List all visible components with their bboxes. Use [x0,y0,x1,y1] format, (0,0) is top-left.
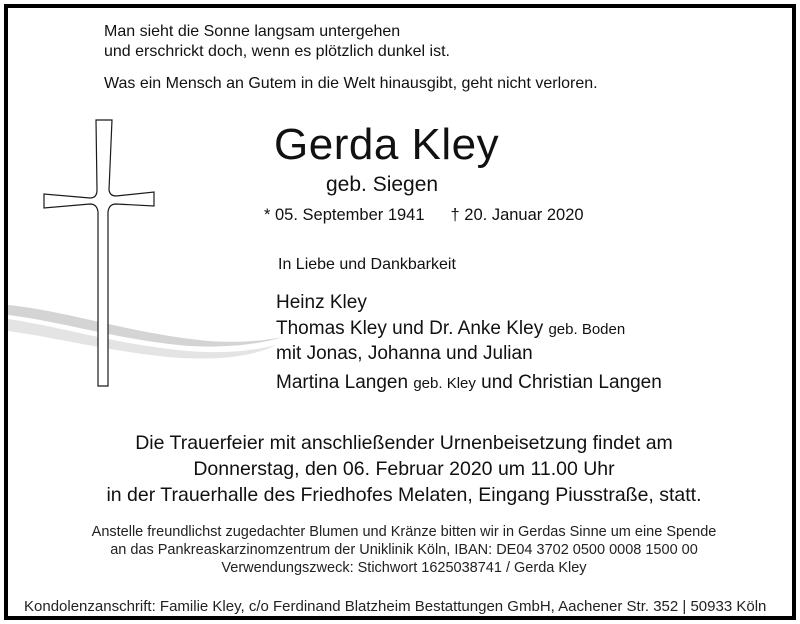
obituary-frame [4,4,796,620]
poem-line-2: und erschrickt doch, wenn es plötzlich dunkel ist. [104,43,450,60]
life-dates [264,204,584,226]
mourners-intro: In Liebe und Dankbarkeit [278,256,456,273]
poem-line-1: Man sieht die Sonne langsam untergehen [104,23,401,40]
mourner-line-4 [276,370,662,396]
mourner-line-1: Heinz Kley [276,292,367,313]
cross-icon [44,120,154,390]
mourner-maiden-name: geb. Kley [413,375,476,392]
mourner-maiden-name: geb. Boden [548,321,626,338]
deceased-name: Gerda Kley [274,120,500,169]
mourner-name: Martina Langen [276,372,409,393]
ceremony-line-1: Die Trauerfeier mit anschließender Urnenbeisetzung findet am [135,432,673,454]
ceremony-line-3: in der Trauerhalle des Friedhofes Melaten, Eingang Piusstraße, statt. [106,484,702,506]
mourner-line-2 [276,316,625,342]
ceremony-line-2: Donnerstag, den 06. Februar 2020 um 11.00 Uhr [193,458,615,480]
birth-date: * 05. September 1941 [264,206,425,224]
mourner-partner: und Christian Langen [481,372,662,393]
poem-line-3: Was ein Mensch an Gutem in die Welt hinausgibt, geht nicht verloren. [104,75,598,92]
mourner-names: Thomas Kley und Dr. Anke Kley [276,318,544,339]
donation-line-3: Verwendungszweck: Stichwort 1625038741 / Gerda Kley [221,560,587,576]
mourner-line-3: mit Jonas, Johanna und Julian [276,343,533,364]
condolence-address: Kondolenzanschrift: Familie Kley, c/o Ferdinand Blatzheim Bestattungen GmbH, Aachener Str. 352 | 50933 Köln [24,598,767,615]
donation-line-2: an das Pankreaskarzinomzentrum der Uniklinik Köln, IBAN: DE04 3702 0500 0008 1500 00 [110,542,698,558]
donation-line-1: Anstelle freundlichst zugedachter Blumen und Kränze bitten wir in Gerdas Sinne um eine Spende [91,524,717,540]
death-date: † 20. Januar 2020 [450,206,584,224]
birth-name: geb. Siegen [326,173,439,196]
